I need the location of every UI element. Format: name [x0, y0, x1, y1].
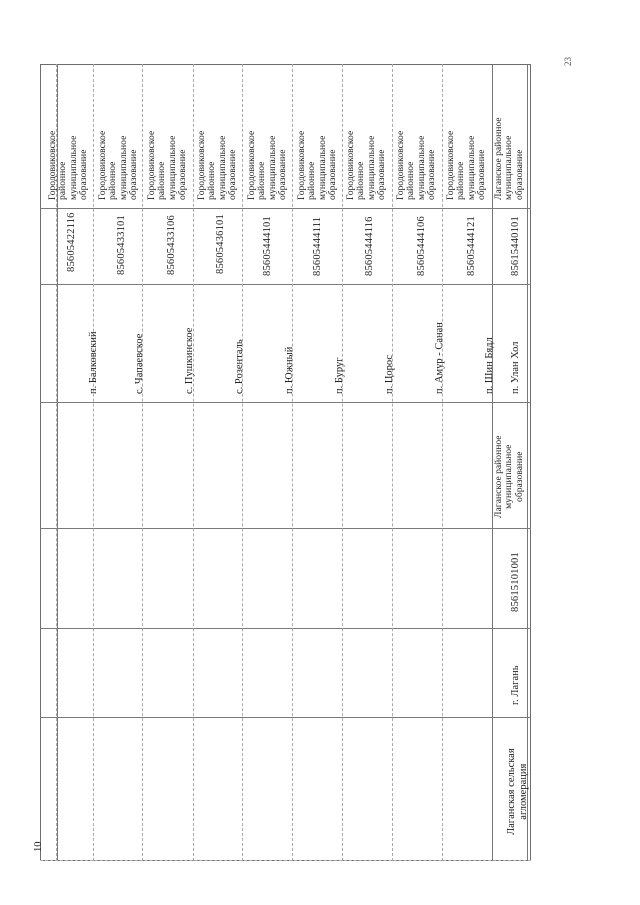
settlement-name: с. Пушкинское — [184, 327, 195, 394]
row-divider — [392, 64, 393, 861]
row-divider — [242, 64, 243, 861]
settlement-code: 85605444101 — [262, 216, 273, 276]
settlement-name: п. Буруг — [334, 357, 345, 394]
settlement-municipality: Городовиковское районное муниципальное образование — [395, 130, 437, 200]
row-divider — [442, 64, 443, 861]
settlement-municipality: Городовиковское районное муниципальное образование — [246, 130, 288, 200]
settlement-name: п. Шин Бядл — [484, 337, 495, 394]
row-number: 10 — [33, 841, 44, 852]
settlement-name: п. Улан Хол — [510, 341, 521, 394]
settlement-municipality: Городовиковское районное муниципальное образование — [47, 130, 89, 200]
settlement-name: п. Южный — [284, 346, 295, 394]
column-divider — [40, 717, 531, 718]
column-divider — [40, 284, 531, 285]
settlement-name: с. Чапаевское — [134, 333, 145, 394]
settlement-municipality: Городовиковское районное муниципальное образование — [97, 130, 139, 200]
settlement-code: 85605444116 — [364, 216, 375, 276]
settlement-municipality: Городовиковское районное муниципальное образование — [345, 130, 387, 200]
settlement-code: 85605444111 — [312, 216, 323, 276]
settlement-code: 85605444121 — [466, 216, 477, 276]
row-divider — [292, 64, 293, 861]
settlement-municipality: Городовиковское районное муниципальное образование — [196, 130, 238, 200]
settlement-code: 85605444106 — [416, 216, 427, 276]
settlement-code: 85615440101 — [510, 216, 521, 276]
agglomeration-name: Лаганская сельская агломерация — [506, 748, 529, 835]
city-code: 85615101001 — [510, 552, 521, 612]
settlement-municipality: Лаганское районное муниципальное образование — [493, 117, 525, 200]
settlement-municipality: Городовиковское районное муниципальное образование — [445, 130, 487, 200]
settlement-name: с. Розенталь — [234, 339, 245, 394]
settlement-code: 85605422116 — [66, 212, 77, 272]
settlement-code: 85605433101 — [116, 215, 127, 275]
settlement-name: п. Цорос — [384, 355, 395, 394]
row-divider — [142, 64, 143, 861]
settlement-code: 85605433106 — [166, 215, 177, 275]
column-divider — [40, 402, 531, 403]
city-name: г. Лагань — [510, 665, 521, 705]
city-municipality: Лаганское районное муниципальное образование — [493, 435, 525, 518]
page-number: 23 — [563, 57, 573, 66]
settlement-municipality: Городовиковское районное муниципальное образование — [296, 130, 338, 200]
column-divider — [40, 628, 531, 629]
column-divider — [40, 208, 531, 209]
row-divider — [93, 64, 94, 861]
row-divider — [342, 64, 343, 861]
settlement-municipality: Городовиковское районное муниципальное образование — [146, 130, 188, 200]
settlement-name: п. Амур - Санан — [434, 322, 445, 394]
column-divider — [527, 64, 528, 861]
column-divider — [40, 528, 531, 529]
row-divider — [193, 64, 194, 861]
settlement-code: 85605436101 — [215, 214, 226, 274]
settlement-name: п. Балковский — [88, 331, 99, 394]
row-divider — [40, 860, 531, 861]
